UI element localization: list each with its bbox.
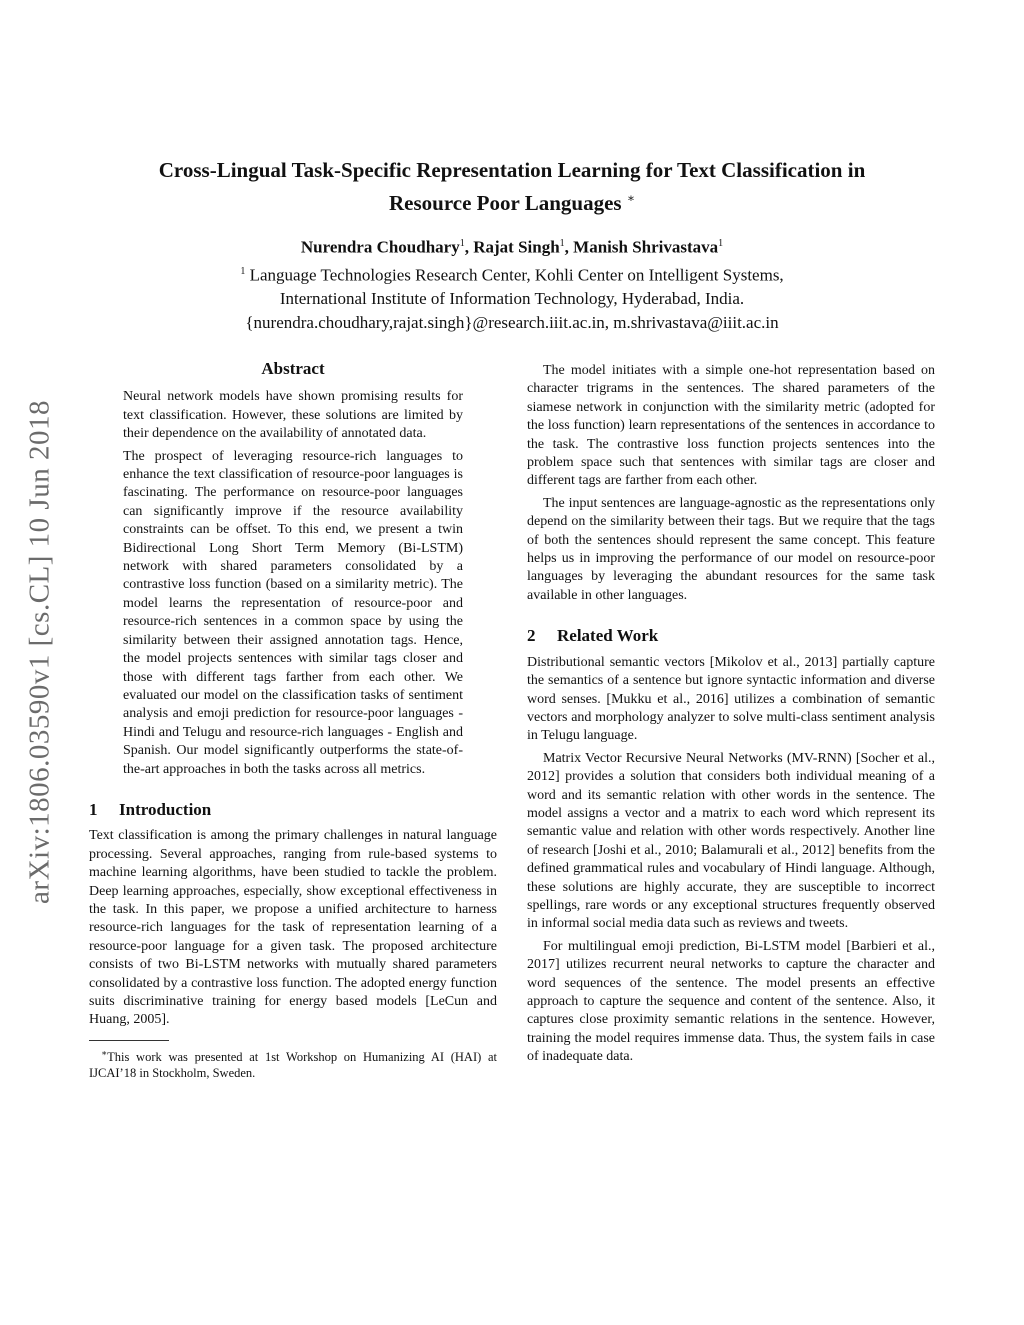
left-column bbox=[89, 360, 497, 1081]
title-line-2-text: Resource Poor Languages bbox=[389, 191, 622, 215]
affiliation-mark: 1 bbox=[240, 265, 246, 277]
right-column bbox=[527, 362, 935, 1067]
author-2: Rajat Singh bbox=[473, 237, 560, 257]
related-work-paragraph-2: Matrix Vector Recursive Neural Networks (MV-RNN) [Socher et al., 2012] provides a solution that considers both individual meaning of a word and its semantic relation with other words in the sentence. The model assigns a vector and a matrix to each word which represent its semantic value and relation with other words respectively. Another line of research [Joshi et al., 2010; Balamurali et al., 2012] benefits from the defined grammatical rules and vocabulary of Hindi language. Although, these solutions are highly accurate, they are susceptible to incorrect spellings, rare words or any exceptional structures frequently observed in informal social media data such as reviews and tweets. bbox=[527, 750, 935, 932]
title-line-1: Cross-Lingual Task-Specific Representation Learning for Text Classification in bbox=[158, 158, 866, 182]
introduction-paragraph-1: Text classification is among the primary challenges in natural language processing. Several approaches, ranging from rule-based systems to machine learning algorithms, have been studied to tackle the problem. Deep learning approaches, especially, show exceptional effectiveness in the task. In this paper, we propose a unified architecture to harness resource-rich languages for the task of representation learning of a resource-poor language for a given task. The proposed architecture consists of two Bi-LSTM networks with mutually shared parameters consolidated by a contrastive loss function. The adopted energy function suits discriminative training for energy based models [LeCun and Huang, 2005]. bbox=[89, 828, 497, 1028]
abstract-paragraph-1: Neural network models have shown promising results for text classification. However, these solutions are limited by their dependence on the availability of annotated data. bbox=[123, 389, 463, 442]
related-work-heading bbox=[527, 627, 935, 645]
author-3-affil: 1 bbox=[718, 238, 724, 249]
title-line-2 bbox=[80, 184, 944, 217]
footnote-rule bbox=[89, 1040, 169, 1041]
abstract-heading: Abstract bbox=[261, 359, 325, 378]
introduction-title: Introduction bbox=[119, 799, 212, 819]
title-footnote-mark: ∗ bbox=[626, 191, 635, 205]
related-work-number: 2 bbox=[527, 626, 536, 646]
introduction-section bbox=[89, 801, 497, 1030]
related-work-section bbox=[527, 627, 935, 1066]
related-work-paragraph-3: For multilingual emoji prediction, Bi-LSTM model [Barbieri et al., 2017] utilizes recurrent neural networks to capture the character and word sequences of the sentence. The model presents an effective approach to capture the sequence and content of the sentence. Also, it captures close proximity semantic relations in the sentence. However, training the model requires immense data. Thus, the system fails in case of inadequate data. bbox=[527, 938, 935, 1065]
author-1: Nurendra Choudhary bbox=[300, 237, 460, 257]
author-1-affil: 1 bbox=[459, 238, 465, 249]
affiliation-line-2: International Institute of Information Technology, Hyderabad, India. bbox=[279, 289, 745, 309]
introduction-number: 1 bbox=[89, 799, 98, 819]
author-emails: {nurendra.choudhary,rajat.singh}@research.iiit.ac.in, m.shrivastava@iiit.ac.in bbox=[245, 313, 779, 333]
introduction-paragraph-2: The model initiates with a simple one-hot representation based on character trigrams in the sentences. The shared parameters of the siamese network in conjunction with the similarity metric (adopted for the loss function) learn representations of the sentences in accordance to the task. The contrastive loss function projects sentences into the problem space such that sentences with similar tags are closer and different tags are farther from each other. bbox=[527, 363, 935, 489]
abstract-paragraph-2: The prospect of leveraging resource-rich languages to enhance the text classification of resource-poor languages is fascinating. The performance on resource-poor languages can significantly improve if the resource availability constraints can be offset. To this end, we present a twin Bidirectional Long Short Term Memory (Bi-LSTM) network with shared parameters consolidated by a contrastive loss function (based on a similarity metric). The model learns the representation of resource-poor and resource-rich sentences in a common space by using the similarity between their assigned annotation tags. Hence, the model projects sentences with similar tags closer and those with different tags farther from each other. We evaluated our model on the classification tasks of sentiment analysis and emoji prediction for resource-poor languages - Hindi and Telugu and resource-rich languages - English and Spanish. Our model significantly outperforms the state-of-the-art approaches in both the tasks across all metrics. bbox=[123, 448, 463, 777]
arxiv-id-text: arXiv:1806.03590v1 [cs.CL] 10 Jun 2018 bbox=[23, 400, 56, 904]
footnote-text: This work was presented at 1st Workshop on Humanizing AI (HAI) at IJCAI’18 in Stockholm, Sweden. bbox=[89, 1049, 497, 1080]
abstract-section bbox=[123, 360, 463, 779]
footnote-mark: ∗ bbox=[101, 1047, 108, 1058]
affiliation-line-1 bbox=[80, 260, 944, 288]
author-3: Manish Shrivastava bbox=[573, 237, 719, 257]
related-work-title: Related Work bbox=[557, 626, 659, 646]
introduction-paragraph-3: The input sentences are language-agnostic as the representations only depend on the similarity between their tags. But we require that the tags of both the sentences should represent the same concept. This feature helps us in improving the performance of our model on resource-poor languages by leveraging the abundant resources for the same task available in other languages. bbox=[527, 495, 935, 603]
paper-title bbox=[80, 156, 944, 217]
author-2-affil: 1 bbox=[559, 238, 565, 249]
arxiv-side-identifier bbox=[20, 352, 60, 952]
author-names: Nurendra Choudhary$^1$, Rajat Singh$^1$, Manish Shrivastava$^1$ bbox=[300, 237, 724, 257]
related-work-paragraph-1: Distributional semantic vectors [Mikolov et al., 2013] partially capture the semantics of a sentence but ignore syntactic information and diverse word senses. [Mukku et al., 2016] utilizes a combination of semantic vectors and morphology analyzer to solve multi-class sentiment analysis in Telugu language. bbox=[527, 654, 935, 744]
footnote bbox=[89, 1045, 497, 1081]
affiliation-line-1-text: Language Technologies Research Center, Kohli Center on Intelligent Systems, bbox=[249, 265, 784, 285]
introduction-heading bbox=[89, 801, 497, 819]
author-block bbox=[80, 232, 944, 335]
